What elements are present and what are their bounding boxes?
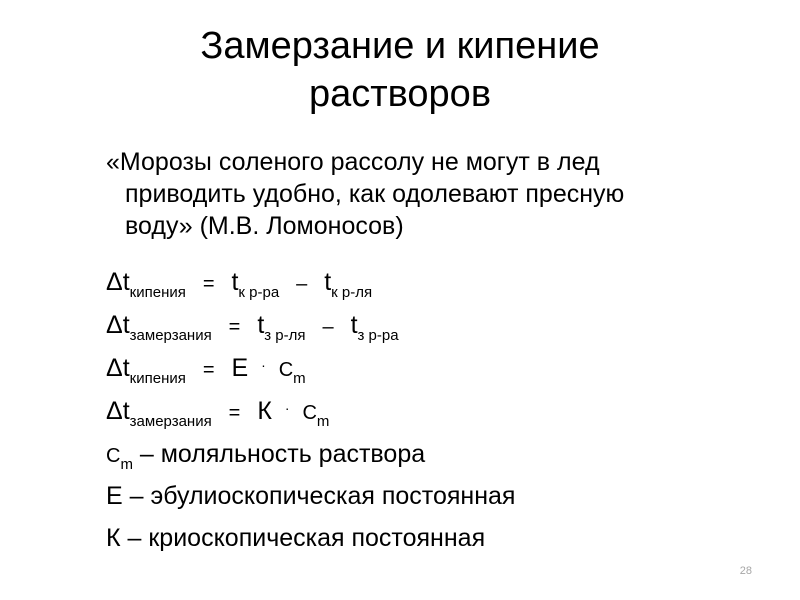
multiply-dot: · bbox=[261, 357, 266, 373]
temperature-subscript: з р-ля bbox=[264, 327, 306, 344]
temperature-subscript: к р-ля bbox=[331, 284, 373, 301]
definition-molality bbox=[106, 440, 426, 473]
molality-c: C bbox=[302, 402, 317, 424]
equals-sign: = bbox=[228, 316, 241, 338]
formula-freezing-cryoscopic bbox=[106, 397, 329, 437]
title-line-1: Замерзание и кипение bbox=[200, 25, 600, 67]
molality-subscript: m bbox=[293, 370, 306, 387]
cryoscopic-constant: К bbox=[257, 397, 272, 425]
delta-t: Δt bbox=[106, 311, 130, 339]
molality-definition-text: – моляльность раствора bbox=[132, 440, 426, 468]
equals-sign: = bbox=[228, 402, 241, 424]
molality-c: C bbox=[106, 445, 121, 467]
equals-sign: = bbox=[202, 359, 215, 381]
quote-line-1: «Морозы соленого рассолу не могут в лед bbox=[106, 148, 600, 176]
molality-c: C bbox=[278, 359, 294, 381]
definition-ebullioscopic: Е – эбулиоскопическая постоянная bbox=[106, 482, 516, 510]
lomonosov-quote bbox=[106, 146, 786, 242]
slide-title bbox=[0, 22, 800, 118]
molality-subscript: m bbox=[316, 413, 330, 430]
temperature-t: t bbox=[231, 268, 239, 296]
page-number: 28 bbox=[739, 565, 752, 577]
definition-cryoscopic: К – криоскопическая постоянная bbox=[106, 524, 486, 552]
delta-t: Δt bbox=[106, 354, 130, 382]
formula-boiling-delta bbox=[106, 268, 372, 308]
delta-t-subscript: замерзания bbox=[129, 413, 212, 430]
temperature-subscript: к р-ра bbox=[238, 284, 280, 301]
ebullioscopic-constant: Е bbox=[231, 354, 249, 382]
delta-t-subscript: кипения bbox=[129, 370, 186, 387]
molality-subscript: m bbox=[120, 456, 133, 473]
delta-t-subscript: кипения bbox=[129, 284, 186, 301]
quote-line-2: приводить удобно, как одолевают пресную bbox=[125, 180, 625, 208]
equals-sign: = bbox=[202, 273, 215, 295]
formula-boiling-ebullioscopic bbox=[106, 354, 306, 394]
delta-t: Δt bbox=[106, 268, 130, 296]
delta-t-subscript: замерзания bbox=[129, 327, 212, 344]
quote-line-3: воду» (М.В. Ломоносов) bbox=[125, 212, 404, 240]
minus-sign: – bbox=[296, 273, 308, 295]
temperature-t: t bbox=[350, 311, 358, 339]
multiply-dot: · bbox=[284, 400, 290, 416]
title-line-2: растворов bbox=[308, 73, 492, 115]
temperature-t: t bbox=[324, 268, 332, 296]
delta-t: Δt bbox=[106, 397, 130, 425]
minus-sign: – bbox=[322, 316, 334, 338]
temperature-t: t bbox=[257, 311, 265, 339]
formula-freezing-delta bbox=[106, 311, 399, 351]
temperature-subscript: з р-ра bbox=[357, 327, 399, 344]
